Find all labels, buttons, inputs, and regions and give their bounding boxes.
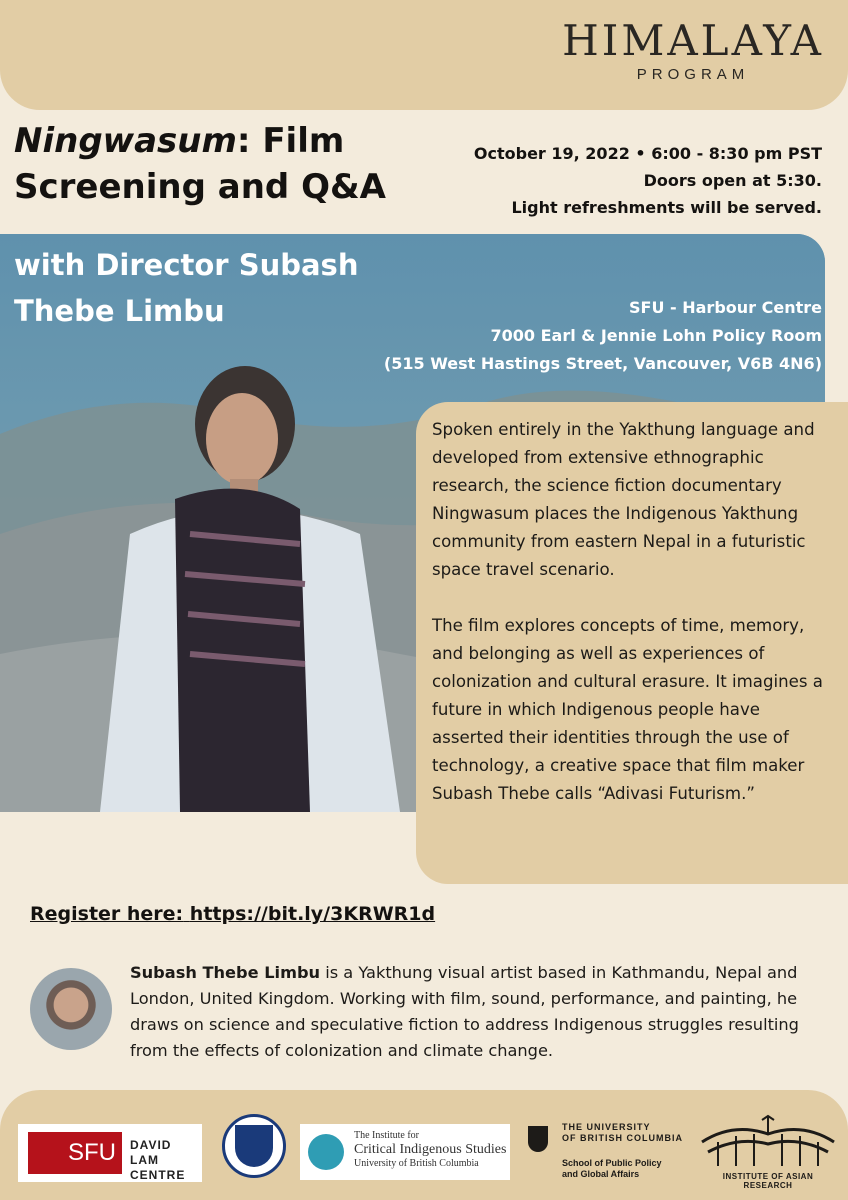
cis-line-2: Critical Indigenous Studies	[354, 1142, 507, 1157]
ubc-asian-studies-seal	[222, 1114, 286, 1178]
ubc-shield-icon	[528, 1126, 548, 1152]
event-subtitle: with Director Subash Thebe Limbu	[14, 248, 359, 328]
sfu-line-1: DAVID LAM	[130, 1138, 172, 1167]
cis-line-3: University of British Columbia	[354, 1158, 479, 1169]
ubc-line-2: OF BRITISH COLUMBIA	[562, 1133, 683, 1143]
director-avatar	[30, 968, 112, 1050]
description-paragraph-2: The film explores concepts of time, memory, and belonging as well as experiences of colonization and cultural erasure. It imagines a future in which Indigenous people have asserted their identities through the use of technology, a creative space that film maker Subash Thebe calls “Adivasi Futurism.”	[432, 616, 823, 803]
cis-line-1: The Institute for	[354, 1130, 419, 1141]
himalaya-program-logo	[562, 18, 824, 83]
refreshments-line: Light refreshments will be served.	[511, 198, 822, 217]
venue-room: 7000 Earl & Jennie Lohn Policy Room	[490, 326, 822, 345]
doors-line: Doors open at 5:30.	[643, 171, 822, 190]
director-bio	[130, 960, 836, 1064]
ubc-line-1: THE UNIVERSITY	[562, 1122, 651, 1132]
event-datetime	[474, 140, 822, 221]
film-title: Ningwasum	[14, 121, 237, 161]
ubc-line-3: School of Public Policy	[562, 1158, 662, 1168]
register-label: Register here:	[30, 903, 184, 925]
description-paragraph-1: Spoken entirely in the Yakthung language and developed from extensive ethnographic research, the science fiction documentary Ningwasum places the Indigenous Yakthung community from eastern Nepal in a futuristic space travel scenario.	[432, 420, 815, 579]
register-line	[30, 903, 435, 925]
event-title	[14, 118, 454, 210]
title-rest: : Film Screening and Q&A	[14, 121, 386, 207]
sfu-david-lam-logo	[18, 1124, 202, 1182]
venue-name: SFU - Harbour Centre	[629, 298, 822, 317]
cis-text	[354, 1130, 506, 1170]
ubc-line-4: and Global Affairs	[562, 1169, 640, 1179]
description-box	[416, 402, 848, 884]
venue-address: (515 West Hastings Street, Vancouver, V6B 4N6)	[383, 354, 822, 373]
critical-indigenous-studies-logo	[300, 1124, 510, 1180]
event-venue	[384, 294, 822, 378]
register-link[interactable]: https://bit.ly/3KRWR1d	[189, 903, 436, 925]
date-line: October 19, 2022 • 6:00 - 8:30 pm PST	[473, 144, 822, 163]
seal-shield-icon	[235, 1125, 273, 1167]
iar-name: INSTITUTE OF ASIAN RESEARCH	[722, 1172, 814, 1190]
brand-name: HIMALAYA	[562, 16, 824, 65]
description-text	[432, 416, 830, 836]
iar-roof-icon	[698, 1112, 838, 1170]
sfu-mark: SFU	[28, 1132, 122, 1174]
institute-of-asian-research-logo	[698, 1112, 838, 1192]
sfu-line-2: CENTRE	[130, 1168, 186, 1182]
sfu-text	[130, 1138, 202, 1183]
brand-program: PROGRAM	[636, 66, 750, 83]
bio-text: is a Yakthung visual artist based in Kathmandu, Nepal and London, United Kingdom. Working with film, sound, performance, and painting, he draws on science and speculative fiction to address Indigenous struggles resulting from the effects of colonization and climate change.	[130, 963, 799, 1060]
director-name: Subash Thebe Limbu	[130, 963, 321, 982]
cis-circle-icon	[308, 1134, 344, 1170]
